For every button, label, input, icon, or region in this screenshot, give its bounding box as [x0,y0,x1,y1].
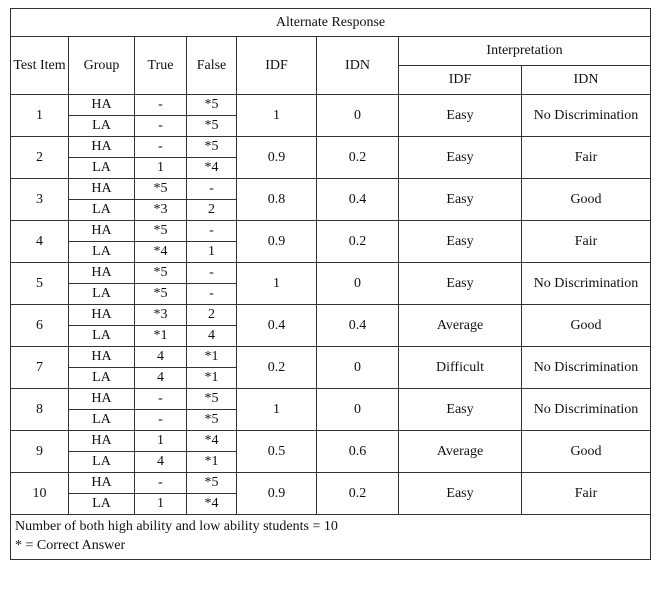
idn-value: 0.6 [317,431,399,473]
table-row [11,305,651,326]
footnotes [11,515,651,560]
la-false: 4 [187,326,237,347]
la-false: *1 [187,368,237,389]
group-ha: HA [69,263,135,284]
item-number: 5 [11,263,69,305]
interp-idn: Fair [522,137,651,179]
group-ha: HA [69,389,135,410]
footnote-correct-answer: * = Correct Answer [15,538,126,553]
ha-false: *5 [187,473,237,494]
interp-idn: No Discrimination [522,389,651,431]
idf-value: 0.9 [237,473,317,515]
idn-value: 0.2 [317,473,399,515]
ha-false: - [187,263,237,284]
group-la: LA [69,284,135,305]
ha-true: *5 [135,179,187,200]
ha-false: *5 [187,95,237,116]
group-la: LA [69,452,135,473]
item-analysis-table [10,8,651,560]
idf-value: 1 [237,95,317,137]
idf-value: 0.8 [237,179,317,221]
la-true: 1 [135,494,187,515]
group-la: LA [69,410,135,431]
group-la: LA [69,158,135,179]
idn-value: 0 [317,347,399,389]
footnote-sample-size: Number of both high ability and low ability students = 10 [15,519,338,534]
ha-false: - [187,179,237,200]
ha-false: - [187,221,237,242]
header-interpretation: Interpretation [399,37,651,66]
table-row [11,389,651,410]
group-la: LA [69,242,135,263]
interp-idf: Average [399,431,522,473]
group-ha: HA [69,179,135,200]
idn-value: 0 [317,95,399,137]
item-number: 1 [11,95,69,137]
la-true: 1 [135,158,187,179]
header-true: True [135,37,187,95]
item-number: 2 [11,137,69,179]
ha-false: *5 [187,389,237,410]
la-false: *4 [187,494,237,515]
item-number: 9 [11,431,69,473]
ha-true: 1 [135,431,187,452]
idf-value: 1 [237,389,317,431]
la-false: 1 [187,242,237,263]
la-false: *1 [187,452,237,473]
group-ha: HA [69,221,135,242]
table-row [11,95,651,116]
interp-idn: Fair [522,473,651,515]
la-false: 2 [187,200,237,221]
header-false: False [187,37,237,95]
interp-idf: Easy [399,263,522,305]
table-row [11,263,651,284]
table-row [11,473,651,494]
ha-true: *5 [135,263,187,284]
item-number: 8 [11,389,69,431]
ha-true: *5 [135,221,187,242]
header-interp-idf: IDF [399,66,522,95]
la-false: *5 [187,116,237,137]
header-interp-idn: IDN [522,66,651,95]
la-false: - [187,284,237,305]
ha-false: *4 [187,431,237,452]
interp-idn: No Discrimination [522,263,651,305]
group-ha: HA [69,95,135,116]
la-true: *4 [135,242,187,263]
la-true: 4 [135,368,187,389]
idf-value: 0.9 [237,137,317,179]
idf-value: 0.4 [237,305,317,347]
ha-true: *3 [135,305,187,326]
idf-value: 0.9 [237,221,317,263]
la-true: - [135,410,187,431]
table-title: Alternate Response [11,9,651,37]
item-number: 4 [11,221,69,263]
idn-value: 0.4 [317,305,399,347]
header-idf: IDF [237,37,317,95]
idn-value: 0.4 [317,179,399,221]
interp-idn: No Discrimination [522,347,651,389]
interp-idf: Average [399,305,522,347]
ha-true: - [135,95,187,116]
ha-false: *1 [187,347,237,368]
group-ha: HA [69,431,135,452]
ha-true: - [135,137,187,158]
group-ha: HA [69,473,135,494]
table-row [11,137,651,158]
interp-idf: Easy [399,473,522,515]
interp-idf: Easy [399,221,522,263]
la-true: *1 [135,326,187,347]
interp-idf: Easy [399,179,522,221]
item-number: 7 [11,347,69,389]
interp-idf: Easy [399,389,522,431]
idf-value: 0.2 [237,347,317,389]
interp-idn: No Discrimination [522,95,651,137]
idn-value: 0.2 [317,137,399,179]
table-body [11,95,651,515]
idf-value: 0.5 [237,431,317,473]
la-true: *5 [135,284,187,305]
interp-idn: Good [522,431,651,473]
la-false: *5 [187,410,237,431]
group-ha: HA [69,347,135,368]
group-la: LA [69,494,135,515]
la-true: *3 [135,200,187,221]
ha-false: *5 [187,137,237,158]
group-la: LA [69,116,135,137]
table-row [11,179,651,200]
idn-value: 0 [317,263,399,305]
interp-idf: Difficult [399,347,522,389]
ha-true: - [135,473,187,494]
item-number: 6 [11,305,69,347]
idn-value: 0.2 [317,221,399,263]
table-row [11,347,651,368]
item-number: 10 [11,473,69,515]
group-ha: HA [69,137,135,158]
la-true: - [135,116,187,137]
la-false: *4 [187,158,237,179]
group-la: LA [69,200,135,221]
header-test-item: Test Item [11,37,69,95]
interp-idf: Easy [399,95,522,137]
item-number: 3 [11,179,69,221]
table-row [11,431,651,452]
ha-true: - [135,389,187,410]
group-la: LA [69,326,135,347]
group-la: LA [69,368,135,389]
interp-idf: Easy [399,137,522,179]
interp-idn: Fair [522,221,651,263]
group-ha: HA [69,305,135,326]
table-row [11,221,651,242]
ha-false: 2 [187,305,237,326]
la-true: 4 [135,452,187,473]
header-idn: IDN [317,37,399,95]
idf-value: 1 [237,263,317,305]
interp-idn: Good [522,179,651,221]
interp-idn: Good [522,305,651,347]
idn-value: 0 [317,389,399,431]
ha-true: 4 [135,347,187,368]
header-group: Group [69,37,135,95]
